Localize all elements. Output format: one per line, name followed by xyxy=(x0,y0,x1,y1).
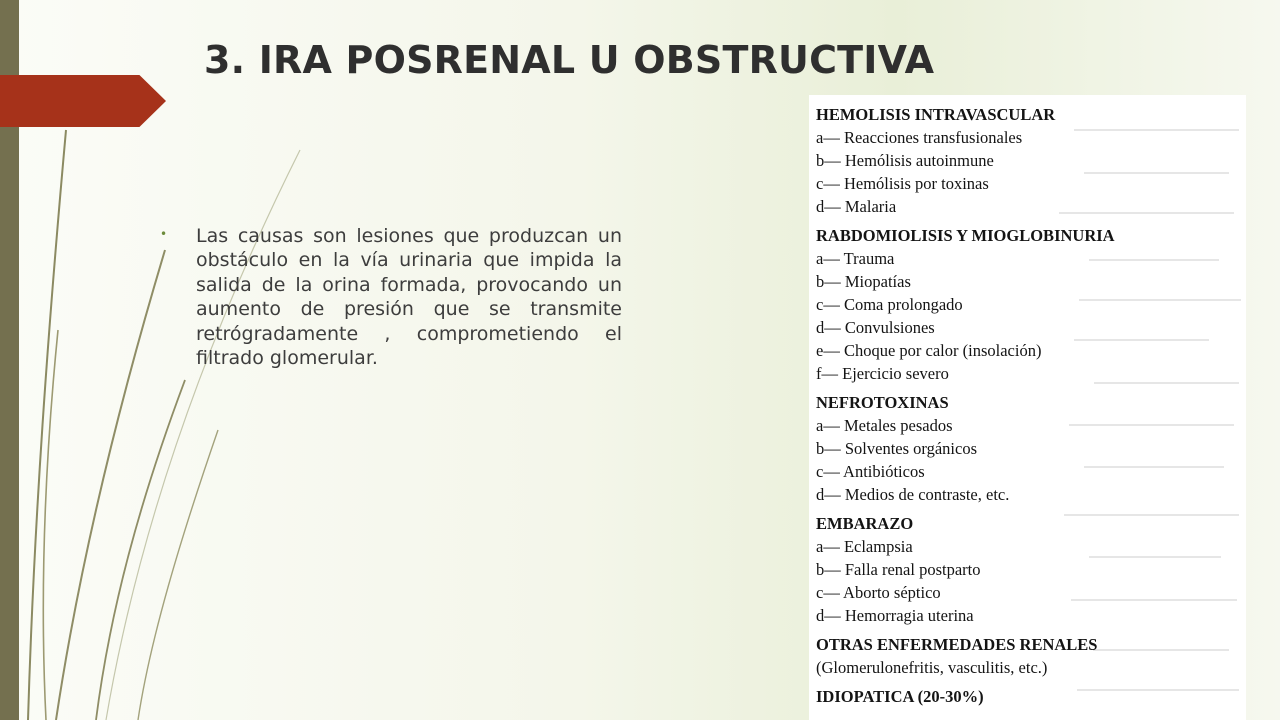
list-item: d— Malaria xyxy=(816,197,897,216)
list-item: b— Hemólisis autoinmune xyxy=(816,151,994,170)
section-heading: RABDOMIOLISIS Y MIOGLOBINURIA xyxy=(816,226,1115,245)
section-heading: OTRAS ENFERMEDADES RENALES xyxy=(816,635,1098,654)
list-item: a— Trauma xyxy=(816,249,895,268)
list-item: f— Ejercicio severo xyxy=(816,364,949,383)
list-item: a— Eclampsia xyxy=(816,537,913,556)
list-item: b— Falla renal postparto xyxy=(816,560,981,579)
bullet-text: Las causas son lesiones que produzcan un obstáculo en la vía urinaria que impida la salida de la orina formada, provocando un aumento de presión que se transmite retrógradamente , comprometiendo el filtrado glomerular. xyxy=(196,225,622,370)
list-item: e— Choque por calor (insolación) xyxy=(816,341,1042,360)
list-item: b— Miopatías xyxy=(816,272,911,291)
bullet-item xyxy=(160,224,622,370)
list-item: c— Hemólisis por toxinas xyxy=(816,174,989,193)
causes-list xyxy=(816,103,1115,708)
scanned-causes-table xyxy=(809,95,1246,720)
section-heading: EMBARAZO xyxy=(816,514,914,533)
list-item: b— Solventes orgánicos xyxy=(816,439,978,458)
list-item: c— Antibióticos xyxy=(816,462,925,481)
list-item: c— Aborto séptico xyxy=(816,583,941,602)
section-heading: IDIOPATICA (20-30%) xyxy=(816,687,984,706)
list-item: c— Coma prolongado xyxy=(816,295,963,314)
list-item: a— Reacciones transfusionales xyxy=(816,128,1023,147)
section-heading: HEMOLISIS INTRAVASCULAR xyxy=(816,105,1056,124)
slide-title: 3. IRA POSRENAL U OBSTRUCTIVA xyxy=(204,38,935,82)
section-heading: NEFROTOXINAS xyxy=(816,393,949,412)
list-item: a— Metales pesados xyxy=(816,416,953,435)
list-item: d— Convulsiones xyxy=(816,318,935,337)
list-item: (Glomerulonefritis, vasculitis, etc.) xyxy=(816,658,1048,677)
bullet-marker: • xyxy=(160,227,168,241)
list-item: d— Hemorragia uterina xyxy=(816,606,974,625)
list-item: d— Medios de contraste, etc. xyxy=(816,485,1010,504)
title-accent-arrow xyxy=(0,75,166,127)
